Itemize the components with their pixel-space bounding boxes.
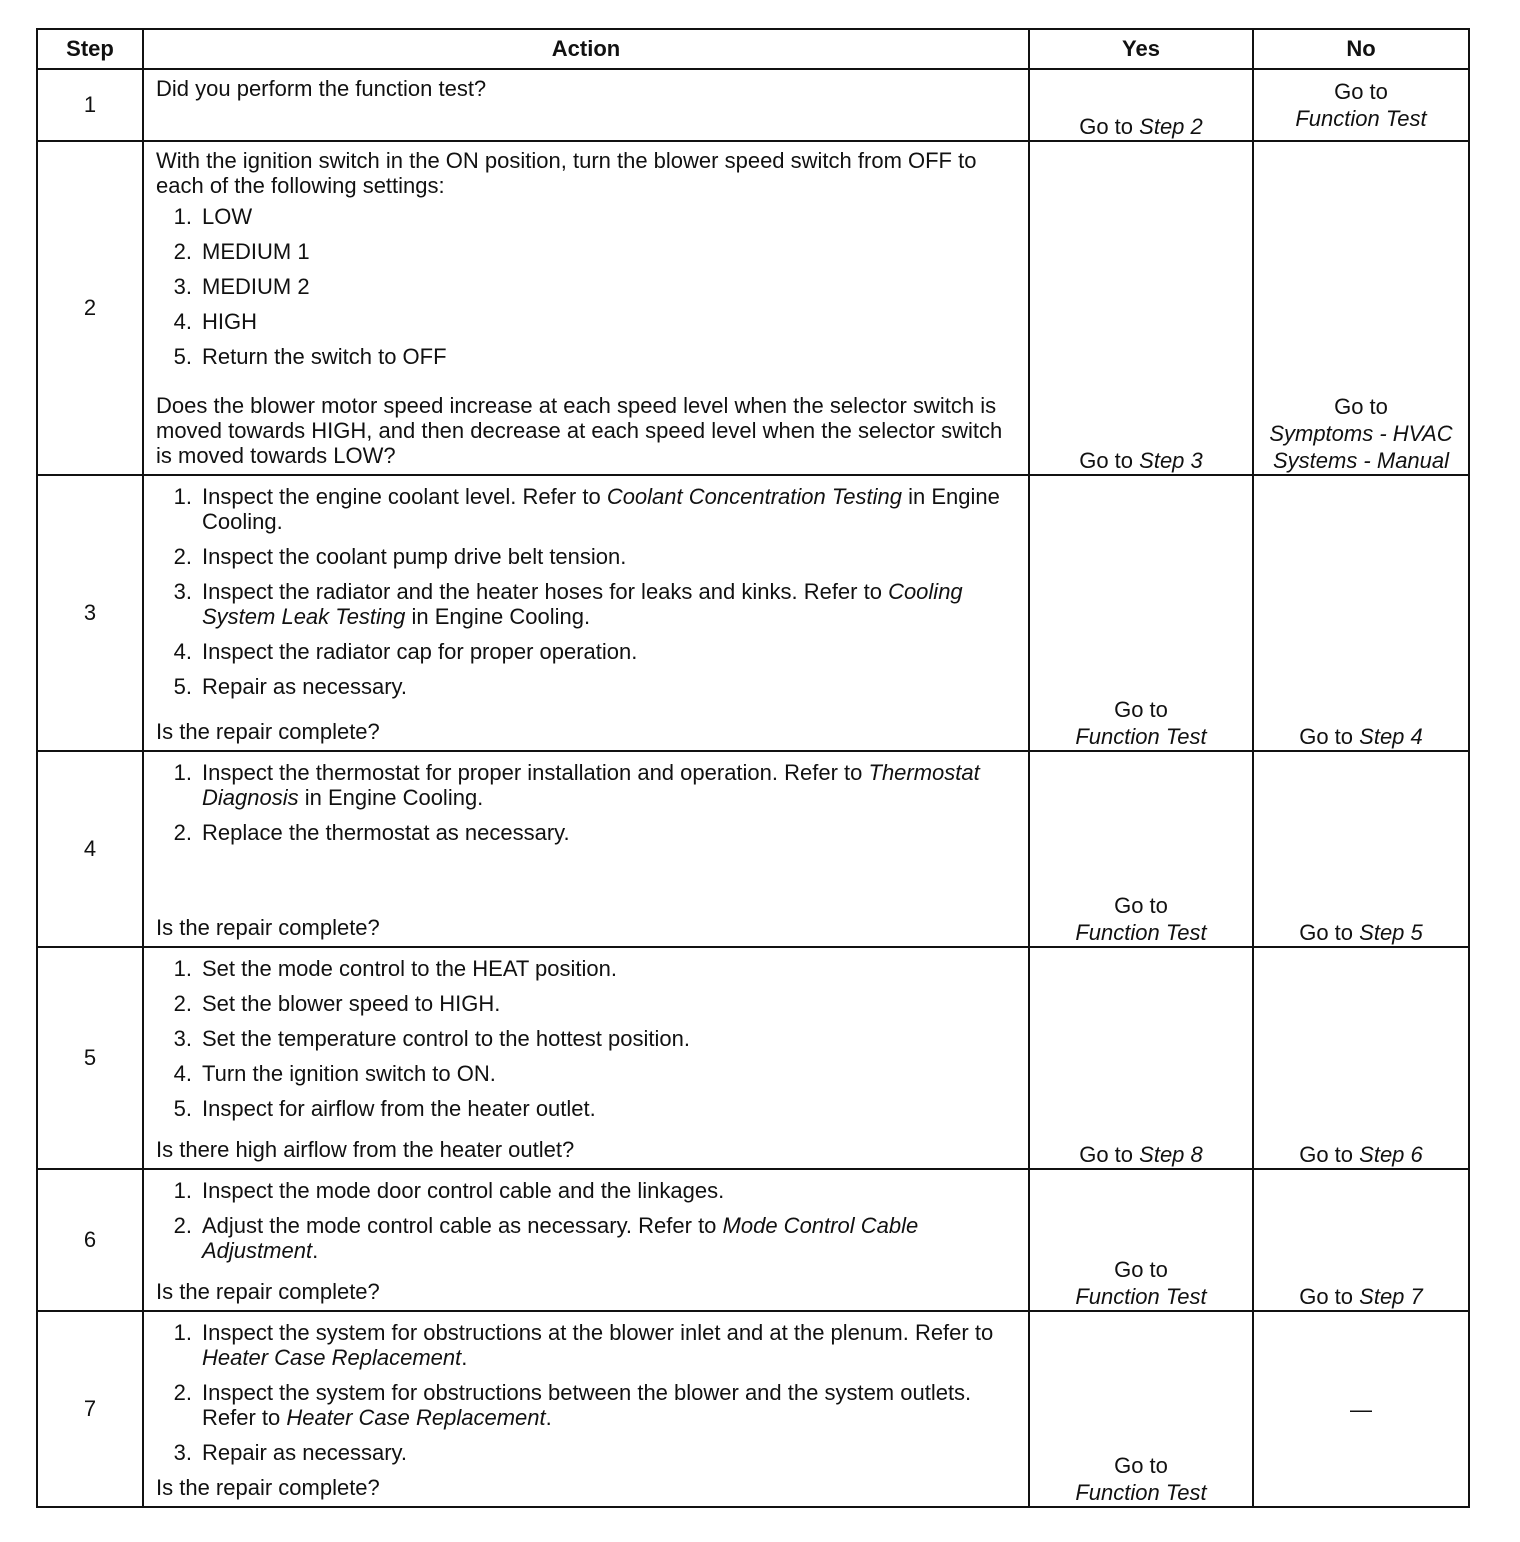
go-to-text: Go to — [1114, 697, 1168, 722]
go-to-text: Go to — [1299, 1142, 1354, 1167]
action-intro: With the ignition switch in the ON position, turn the blower speed switch from OFF to each of the following settings: — [156, 148, 977, 198]
action-list-item — [156, 1026, 1016, 1051]
list-item-text — [202, 1320, 1016, 1370]
list-item-text-post: . — [545, 1405, 552, 1430]
action-list-item — [156, 674, 1016, 699]
list-item-number: 2. — [173, 820, 192, 845]
go-to-link[interactable]: Function Test — [1295, 106, 1427, 131]
step-row — [37, 475, 1469, 751]
header-step: Step — [37, 29, 143, 69]
list-item-number: 3. — [173, 274, 192, 299]
list-item-text — [202, 1213, 1016, 1263]
list-item-text-pre: Inspect the radiator and the heater hoses for leaks and kinks. Refer to — [202, 579, 889, 604]
list-item-text-pre: Inspect the thermostat for proper installation and operation. Refer to — [202, 760, 869, 785]
list-item-text-pre: Inspect the system for obstructions between the blower and the system outlets. Refer to — [202, 1380, 972, 1430]
header-no: No — [1253, 29, 1469, 69]
action-list — [156, 760, 1016, 845]
go-to-link[interactable]: Step 2 — [1139, 114, 1203, 139]
go-to-text: Go to — [1334, 394, 1388, 419]
action-list — [156, 1320, 1016, 1465]
yes-result — [1029, 1311, 1253, 1507]
yes-result — [1029, 69, 1253, 141]
action-list-item — [156, 239, 1016, 264]
list-item-text-post: in Engine Cooling. — [202, 484, 1000, 534]
reference-link: Heater Case Replacement — [202, 1345, 462, 1370]
step-row — [37, 1169, 1469, 1311]
go-to-link[interactable]: Function Test — [1075, 920, 1207, 945]
list-item-text-pre: Inspect the system for obstructions at the blower inlet and at the plenum. Refer to — [202, 1320, 994, 1345]
list-item-number: 2. — [173, 239, 192, 264]
list-item-text: MEDIUM 1 — [202, 239, 310, 264]
list-item-text: Set the blower speed to HIGH. — [202, 991, 501, 1016]
list-item-number: 3. — [173, 1026, 192, 1051]
list-item-text: LOW — [202, 204, 253, 229]
action-list — [156, 1178, 1016, 1263]
step-number: 3 — [37, 475, 143, 751]
go-to-link[interactable]: Step 3 — [1139, 448, 1203, 473]
action-list-item — [156, 956, 1016, 981]
action-cell — [143, 751, 1029, 947]
list-item-number: 4. — [173, 309, 192, 334]
go-to-link[interactable]: Symptoms - HVAC Systems - Manual — [1269, 421, 1453, 473]
go-to-link[interactable]: Function Test — [1075, 1284, 1207, 1309]
step-row — [37, 1311, 1469, 1507]
go-to-text: Go to — [1114, 1257, 1168, 1282]
list-item-number: 1. — [173, 484, 192, 509]
list-item-text-post: in Engine Cooling. — [298, 785, 484, 810]
header-row — [37, 29, 1469, 69]
action-question: Is the repair complete? — [156, 915, 380, 940]
action-list — [156, 484, 1016, 699]
list-item-text: Turn the ignition switch to ON. — [202, 1061, 496, 1086]
action-list — [156, 956, 1016, 1121]
list-item-number: 2. — [173, 1213, 192, 1238]
go-to-text: Go to — [1299, 724, 1354, 749]
step-number: 4 — [37, 751, 143, 947]
list-item-number: 2. — [173, 544, 192, 569]
action-cell — [143, 69, 1029, 141]
action-list-item — [156, 639, 1016, 664]
list-item-number: 1. — [173, 1178, 192, 1203]
list-item-text: MEDIUM 2 — [202, 274, 310, 299]
go-to-link[interactable]: Function Test — [1075, 724, 1207, 749]
action-question: Is the repair complete? — [156, 1475, 380, 1500]
yes-result — [1029, 141, 1253, 475]
action-cell — [143, 1311, 1029, 1507]
go-to-text: Go to — [1079, 448, 1134, 473]
list-item-text — [202, 760, 1016, 810]
list-item-number: 5. — [173, 1096, 192, 1121]
action-list-item — [156, 309, 1016, 334]
go-to-link[interactable]: Step 4 — [1359, 724, 1423, 749]
action-list-item — [156, 1320, 1016, 1370]
no-result — [1253, 475, 1469, 751]
action-list-item — [156, 274, 1016, 299]
reference-link: Heater Case Replacement — [286, 1405, 546, 1430]
step-number: 7 — [37, 1311, 143, 1507]
step-row — [37, 751, 1469, 947]
go-to-text: Go to — [1299, 1284, 1354, 1309]
action-list-item — [156, 484, 1016, 534]
action-cell — [143, 947, 1029, 1169]
list-item-number: 2. — [173, 1380, 192, 1405]
list-item-text: Replace the thermostat as necessary. — [202, 820, 570, 845]
list-item-number: 1. — [173, 956, 192, 981]
step-row — [37, 141, 1469, 475]
no-result — [1253, 141, 1469, 475]
go-to-link[interactable]: Step 6 — [1359, 1142, 1423, 1167]
go-to-text: Go to — [1299, 920, 1354, 945]
action-list-item — [156, 820, 1016, 845]
yes-result — [1029, 1169, 1253, 1311]
action-list — [156, 204, 1016, 369]
list-item-text — [202, 579, 1016, 629]
list-item-number: 4. — [173, 1061, 192, 1086]
go-to-text: Go to — [1079, 114, 1134, 139]
list-item-number: 3. — [173, 1440, 192, 1465]
step-row — [37, 69, 1469, 141]
list-item-number: 5. — [173, 344, 192, 369]
go-to-text: Go to — [1114, 1453, 1168, 1478]
action-list-item — [156, 204, 1016, 229]
list-item-text: Inspect the mode door control cable and the linkages. — [202, 1178, 725, 1203]
action-list-item — [156, 1440, 1016, 1465]
list-item-text-pre: Inspect the engine coolant level. Refer to — [202, 484, 607, 509]
step-number: 1 — [37, 69, 143, 141]
list-item-number: 1. — [173, 760, 192, 785]
action-list-item — [156, 544, 1016, 569]
go-to-link[interactable]: Function Test — [1075, 1480, 1207, 1505]
no-result — [1253, 751, 1469, 947]
yes-result — [1029, 475, 1253, 751]
step-number: 5 — [37, 947, 143, 1169]
action-question: Does the blower motor speed increase at each speed level when the selector switch is moved towards HIGH, and then decrease at each speed level when the selector switch is moved towards LOW? — [156, 393, 1003, 468]
action-list-item — [156, 1096, 1016, 1121]
action-question: Did you perform the function test? — [156, 76, 487, 101]
action-list-item — [156, 760, 1016, 810]
list-item-text: HIGH — [202, 309, 257, 334]
list-item-text: Inspect the radiator cap for proper operation. — [202, 639, 638, 664]
diagnostic-table — [36, 28, 1470, 1508]
list-item-text-pre: Adjust the mode control cable as necessary. Refer to — [202, 1213, 723, 1238]
list-item-number: 4. — [173, 639, 192, 664]
go-to-link[interactable]: Step 8 — [1139, 1142, 1203, 1167]
action-list-item — [156, 1380, 1016, 1430]
list-item-number: 1. — [173, 1320, 192, 1345]
action-list-item — [156, 344, 1016, 369]
list-item-text: Return the switch to OFF — [202, 344, 447, 369]
action-list-item — [156, 991, 1016, 1016]
reference-link: Mode Control Cable Adjustment — [202, 1213, 919, 1263]
list-item-text: Repair as necessary. — [202, 1440, 408, 1465]
list-item-text: Set the temperature control to the hottest position. — [202, 1026, 690, 1051]
go-to-link[interactable]: Step 5 — [1359, 920, 1423, 945]
no-result — [1253, 69, 1469, 141]
go-to-text: Go to — [1114, 893, 1168, 918]
action-question: Is the repair complete? — [156, 719, 380, 744]
reference-link: Thermostat Diagnosis — [202, 760, 980, 810]
list-item-number: 5. — [173, 674, 192, 699]
action-list-item — [156, 579, 1016, 629]
action-cell — [143, 1169, 1029, 1311]
reference-link: Cooling System Leak Testing — [202, 579, 963, 629]
list-item-text-post: . — [461, 1345, 468, 1370]
action-list-item — [156, 1061, 1016, 1086]
step-row — [37, 947, 1469, 1169]
go-to-text: Go to — [1079, 1142, 1134, 1167]
list-item-text-post: . — [312, 1238, 319, 1263]
list-item-text — [202, 484, 1016, 534]
header-action: Action — [143, 29, 1029, 69]
list-item-text: Inspect for airflow from the heater outlet. — [202, 1096, 596, 1121]
dash: — — [1350, 1396, 1372, 1422]
go-to-link[interactable]: Step 7 — [1359, 1284, 1423, 1309]
yes-result — [1029, 751, 1253, 947]
list-item-text: Set the mode control to the HEAT position. — [202, 956, 617, 981]
step-number: 2 — [37, 141, 143, 475]
step-number: 6 — [37, 1169, 143, 1311]
action-question: Is there high airflow from the heater outlet? — [156, 1137, 575, 1162]
no-result — [1253, 1311, 1469, 1507]
no-result — [1253, 1169, 1469, 1311]
action-list-item — [156, 1213, 1016, 1263]
action-cell — [143, 141, 1029, 475]
list-item-number: 2. — [173, 991, 192, 1016]
list-item-number: 1. — [173, 204, 192, 229]
go-to-text: Go to — [1334, 79, 1388, 104]
list-item-text — [202, 1380, 1016, 1430]
no-result — [1253, 947, 1469, 1169]
header-yes: Yes — [1029, 29, 1253, 69]
list-item-text-post: in Engine Cooling. — [405, 604, 591, 629]
reference-link: Coolant Concentration Testing — [606, 484, 902, 509]
action-list-item — [156, 1178, 1016, 1203]
list-item-text: Inspect the coolant pump drive belt tension. — [202, 544, 627, 569]
yes-result — [1029, 947, 1253, 1169]
action-question: Is the repair complete? — [156, 1279, 380, 1304]
action-cell — [143, 475, 1029, 751]
list-item-text: Repair as necessary. — [202, 674, 408, 699]
list-item-number: 3. — [173, 579, 192, 604]
